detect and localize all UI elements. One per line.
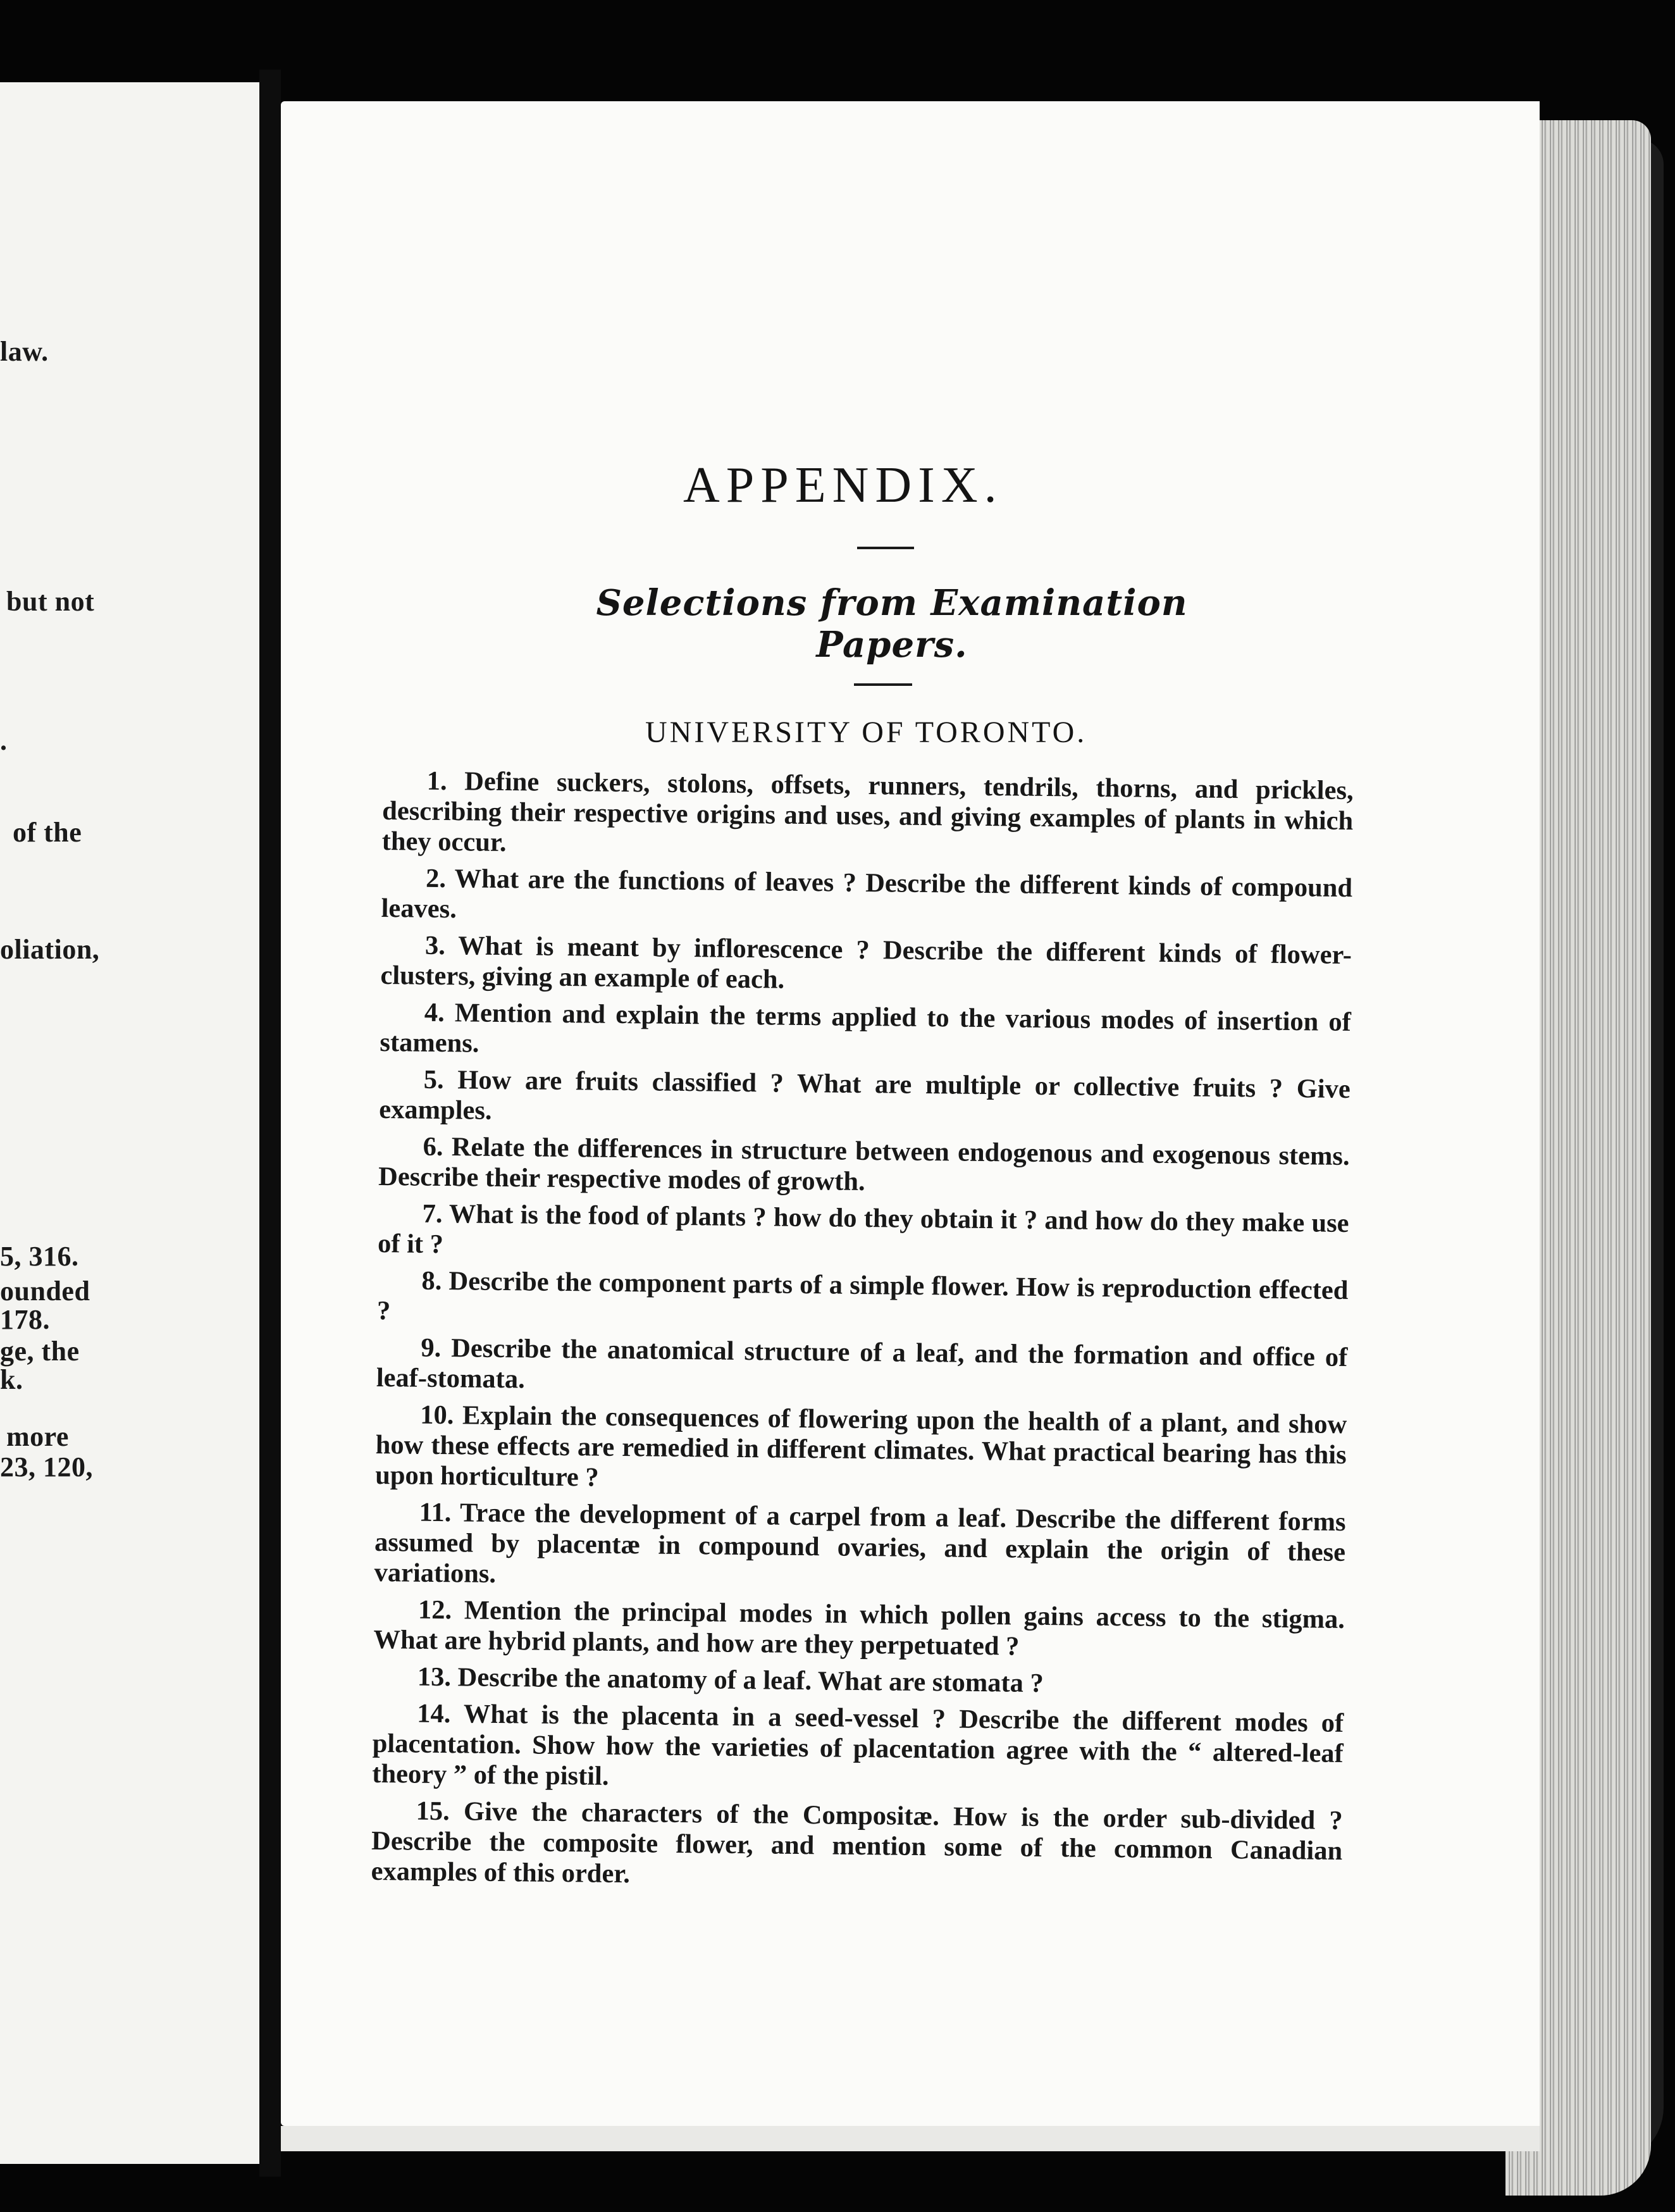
page-title: APPENDIX. <box>683 457 1003 513</box>
question-item: 12. Mention the principal modes in which pollen gains access to the stigma. What are hybrid plants, and how are they perpetuated ? <box>373 1594 1345 1662</box>
left-fragment: more <box>6 1421 69 1452</box>
question-item: 6. Relate the differences in structure between endogenous and exogenous stems. Describe their respective modes of growth. <box>378 1131 1350 1197</box>
left-fragment: but not <box>6 586 95 617</box>
left-fragment: oliation, <box>0 934 100 965</box>
question-item: 9. Describe the anatomical structure of a leaf, and the formation and office of leaf-stomata. <box>376 1333 1348 1395</box>
page-bottom-strip <box>281 2126 1540 2151</box>
question-item: 7. What is the food of plants ? how do they obtain it ? and how do they make use of it ? <box>377 1198 1349 1260</box>
left-fragment: k. <box>0 1364 23 1395</box>
question-item: 5. How are fruits classified ? What are multiple or collective fruits ? Give examples. <box>379 1064 1351 1126</box>
left-fragment: . <box>0 725 8 756</box>
question-item: 13. Describe the anatomy of a leaf. What are stomata ? <box>417 1662 1044 1699</box>
question-list <box>371 766 1354 1903</box>
question-item: 14. What is the placenta in a seed-vessel ? Describe the different modes of placentation. Show how the varieties of placentation agree with the “ altered-leaf theory ” of the pistil. <box>372 1698 1344 1791</box>
left-fragment: 178. <box>0 1304 50 1335</box>
question-item: 8. Describe the component parts of a simple flower. How is reproduction effected ? <box>376 1265 1349 1326</box>
section-heading: UNIVERSITY OF TORONTO. <box>645 716 1087 749</box>
question-item: 2. What are the functions of leaves ? Describe the different kinds of compound leaves. <box>381 863 1353 924</box>
divider-rule <box>857 547 914 549</box>
page-subtitle: Selections from Examination Papers. <box>596 582 1188 666</box>
question-item: 15. Give the characters of the Compositæ. How is the order sub-divided ? Describe the composite flower, and mention some of the common Canadian examples of this order. <box>371 1796 1343 1889</box>
question-item: 1. Define suckers, stolons, offsets, runners, tendrils, thorns, and prickles, describing their respective origins and uses, and giving examples of plants in which they occur. <box>381 766 1354 858</box>
question-item: 11. Trace the development of a carpel from a leaf. Describe the different forms assumed by placentæ in compound ovaries, and explain the origin of these variations. <box>374 1497 1346 1589</box>
left-fragment: law. <box>0 336 49 367</box>
book-gutter <box>259 70 281 2177</box>
question-item: 10. Explain the consequences of flowering upon the health of a plant, and show how these effects are remedied in different climates. What practical bearing has this upon horticulture ? <box>375 1400 1347 1493</box>
left-fragment: ge, the <box>0 1336 80 1367</box>
left-fragment: 23, 120, <box>0 1451 93 1482</box>
divider-rule <box>854 683 912 686</box>
question-item: 3. What is meant by inflorescence ? Describe the different kinds of flower-clusters, giving an example of each. <box>380 930 1352 995</box>
left-fragment: 5, 316. <box>0 1241 79 1272</box>
left-fragment: of the <box>13 817 82 848</box>
question-item: 4. Mention and explain the terms applied to the various modes of insertion of stamens. <box>380 997 1352 1059</box>
left-page <box>0 82 259 2164</box>
left-fragment: ounded <box>0 1276 90 1307</box>
